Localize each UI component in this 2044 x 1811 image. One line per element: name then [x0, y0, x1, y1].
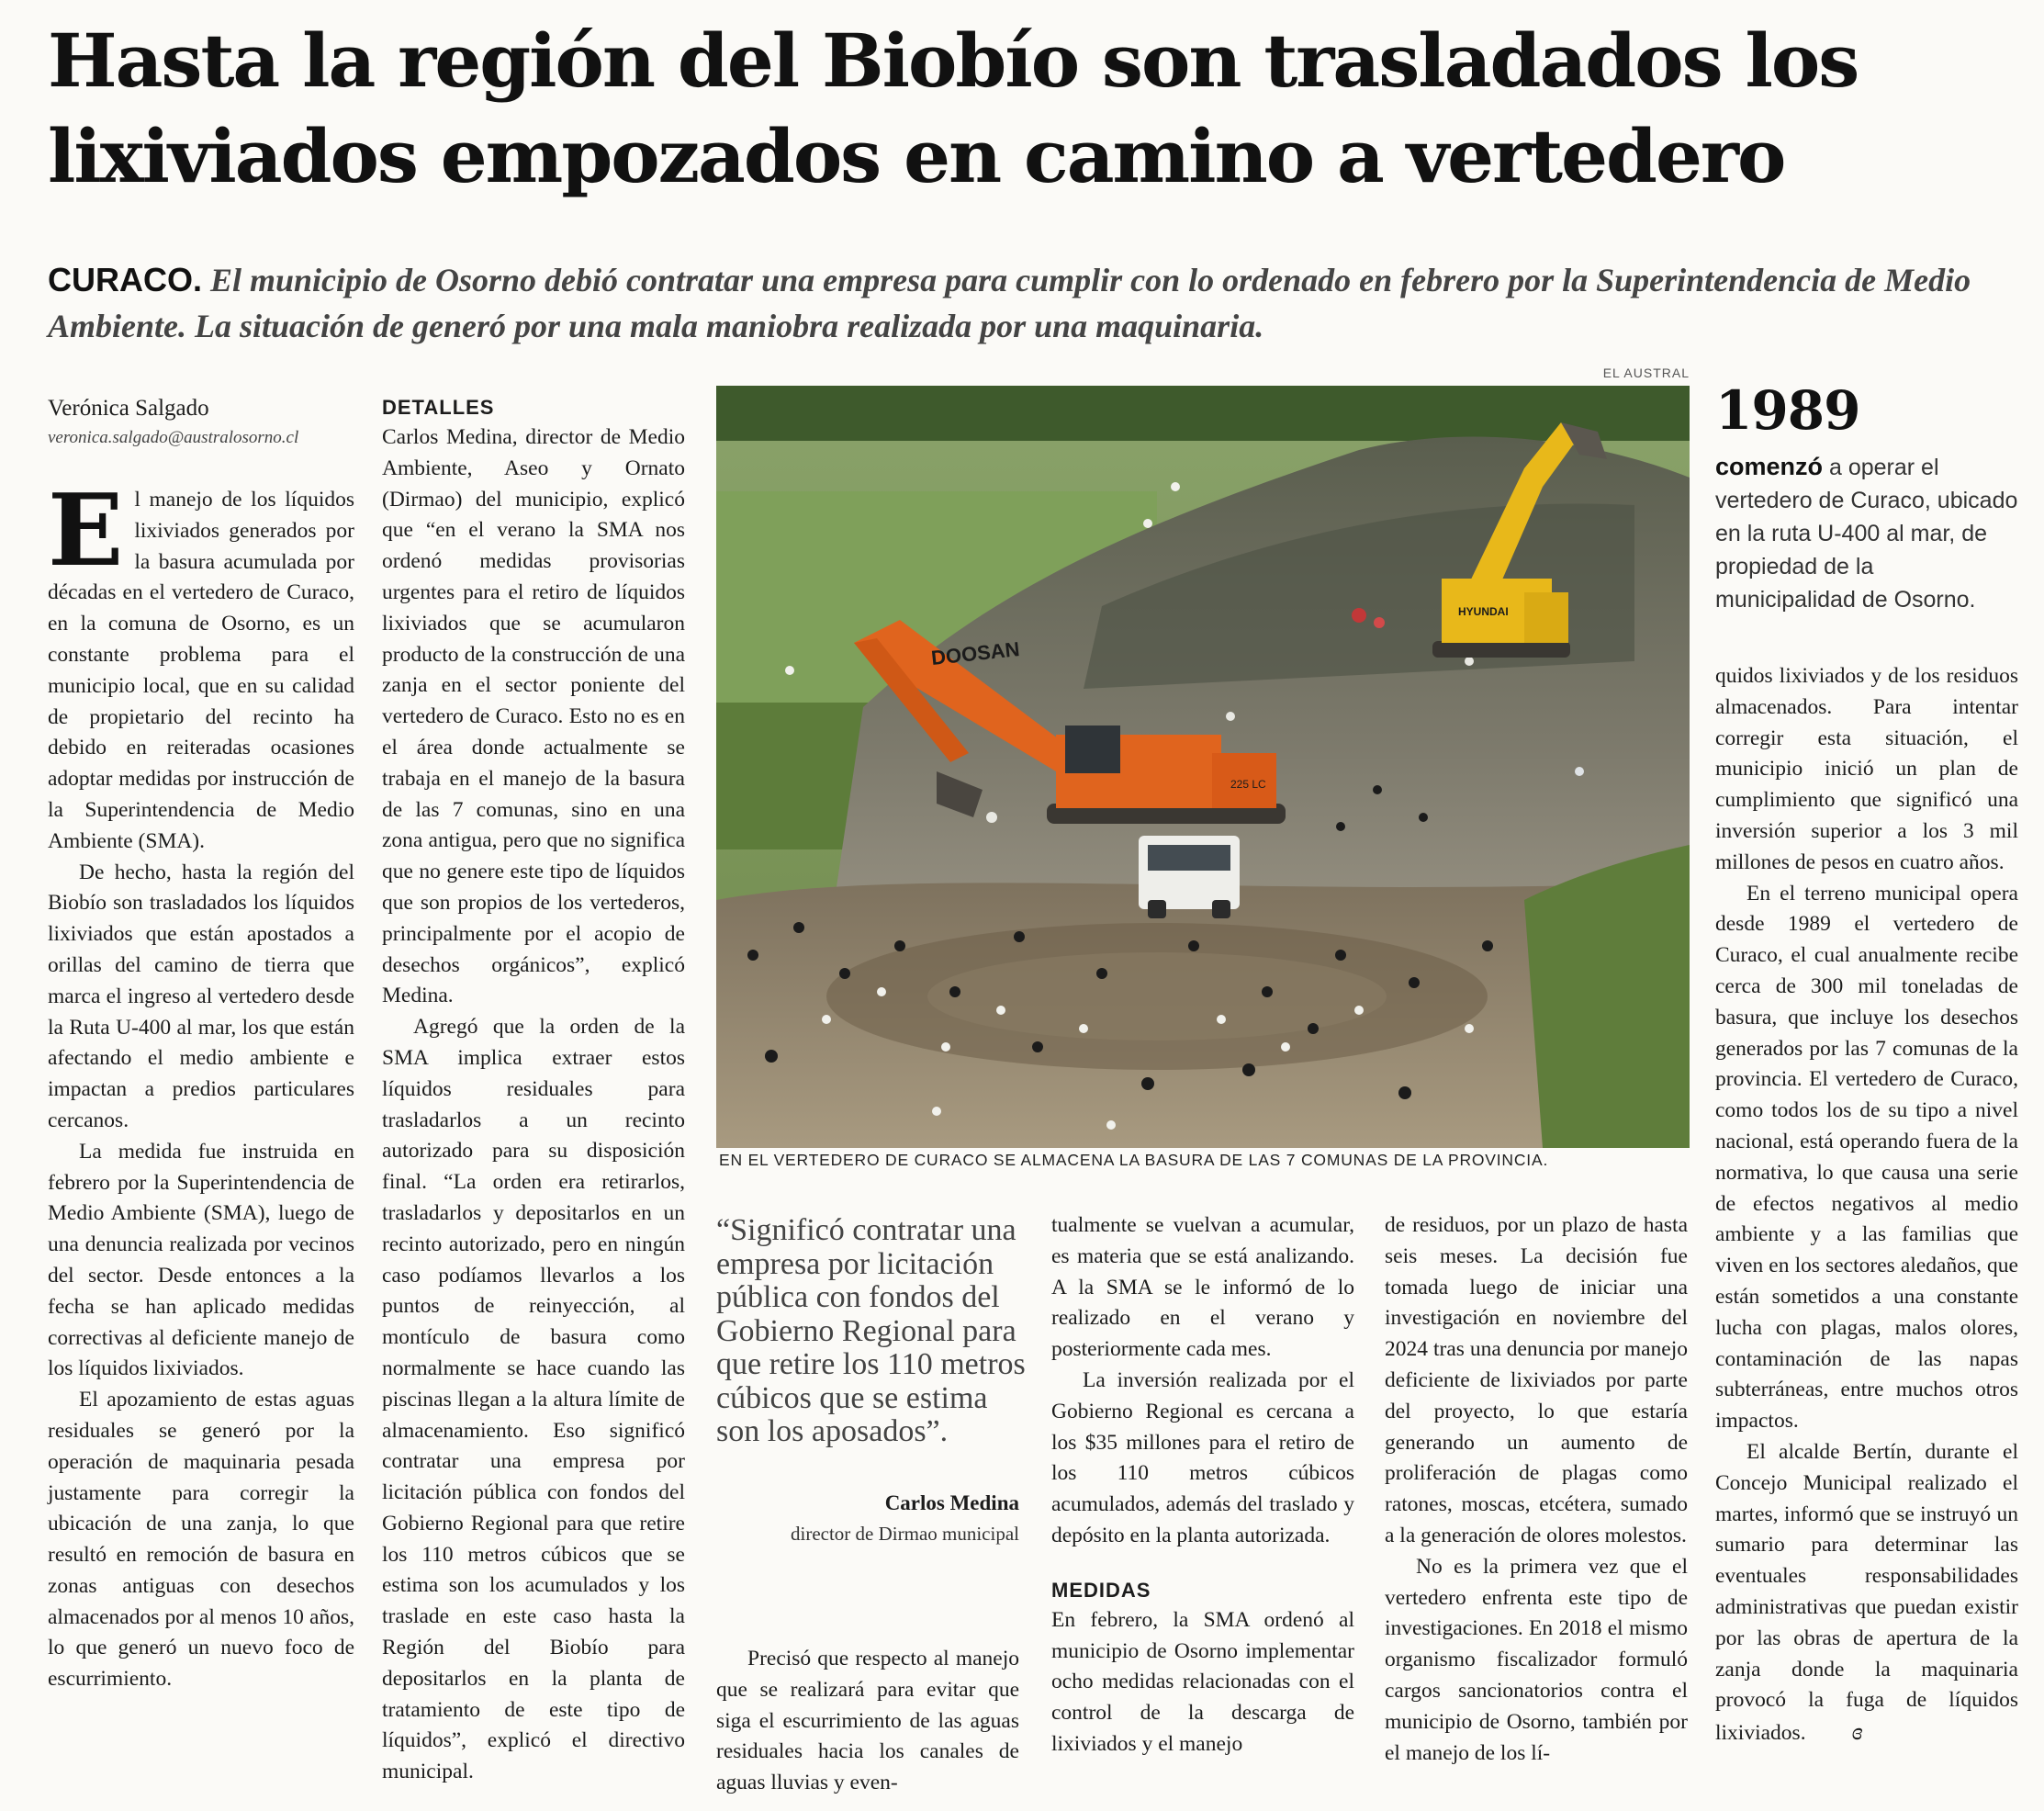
byline-name: Verónica Salgado	[48, 396, 209, 421]
dropcap: E	[48, 473, 124, 589]
excavator-model: 225 LC	[1230, 778, 1266, 791]
fact-body: a operar el vertedero de Curaco, ubicado en la ruta U-400 al mar, de propiedad de la municipalidad de Osorno.	[1715, 455, 2018, 613]
col5-paragraph-3	[1715, 1437, 2018, 1749]
col3-paragraph-3: En febrero, la SMA ordenó al municipio de Osorno implementar ocho medidas relacionadas con el control de la descarga de lixiviados y el manejo	[1051, 1607, 1354, 1756]
subhead-detalles: DETALLES	[382, 396, 495, 419]
column-1	[48, 393, 354, 1695]
col5-p3-text: El alcalde Bertín, durante el Concejo Municipal realizado el martes, informó que se instruyó un sumario para determinar las eventuales responsabilidades administrativas que puedan existir por las obras de apertura de la zanja donde la maquinaria provocó la fuga de líquidos lixiviados.	[1715, 1439, 2018, 1746]
col4-continuation: tualmente se vuelvan a acumular, es materia que se está analizando. A la SMA se le informó de lo realizado en el verano y posteriormente cada mes.	[1051, 1213, 1354, 1362]
fact-text	[1715, 450, 2018, 616]
photo-caption: EN EL VERTEDERO DE CURACO SE ALMACENA LA BASURA DE LAS 7 COMUNAS DE LA PROVINCIA.	[719, 1151, 1549, 1169]
column-3-bottom	[716, 1644, 1019, 1799]
landfill-photo	[716, 386, 1690, 1148]
byline-email[interactable]: veronica.salgado@australosorno.cl	[48, 428, 299, 447]
col5-paragraph-2: En el terreno municipal opera desde 1989 el vertedero de Curaco, el cual anualmente recibe cerca de 300 mil toneladas de basura, que incluye los desechos generados por las 7 comunas de la provincia. El vertedero de Curaco, como todos los de su tipo a nivel nacional, está operando fuera de la normativa, lo que causa una serie de efectos negativos al medio ambiente y a las familias que viven en los sectores aledaños, que están sometidos a una constante lucha con plagas, malos olores, contaminación de las napas subterráneas, entre muchos otros impactos.	[1715, 881, 2018, 1434]
col4-paragraph-1: de residuos, por un plazo de hasta seis meses. La decisión fue tomada luego de iniciar una investigación en noviembre del 2024 tras una denuncia por manejo deficiente de lixiviados por parte del proyecto, lo que estaría generando un aumento de proliferación de plagas como ratones, moscas, etcétera, sumado a la generación de olores molestos.	[1385, 1213, 1688, 1547]
excavator2-brand: HYUNDAI	[1458, 605, 1509, 618]
fact-lead-word: comenzó	[1715, 453, 1824, 480]
headline	[48, 13, 2004, 204]
col3-paragraph-1-start: Precisó que respecto al manejo que se realizará para evitar que siga el escurrimiento de las aguas residuales hacia los canales de aguas lluvias y even-	[716, 1647, 1019, 1795]
col4-paragraph-2: No es la primera vez que el vertedero enfrenta este tipo de investigaciones. En 2018 el mismo organismo fiscalizador formuló cargos sancionatorios contra el municipio de Osorno, también por el manejo de los lí-	[1385, 1554, 1688, 1765]
col3-paragraph-2: La inversión realizada por el Gobierno Regional es cercana a los $35 millones para el retiro de los 110 metros cúbicos acumulados, además del traslado y depósito en la planta autorizada.	[1051, 1367, 1354, 1547]
col1-paragraph-1	[48, 473, 354, 858]
pull-quote: “Significó contratar una empresa por licitación pública con fondos del Gobierno Regional para que retire los 110 metros cúbicos que se estima son los aposados”.	[716, 1213, 1026, 1448]
photo	[716, 366, 1690, 1153]
col2-paragraph-2: Agregó que la orden de la SMA implica extraer estos líquidos residuales para trasladarlos a un recinto autorizado para su disposición final. “La orden era retirarlos, trasladarlos y depositarlos en un recinto autorizado, pero en ningún caso podíamos llevarlos a los puntos de reinyección, al montículo de basura como normalmente se hace cuando las piscinas llegan a la altura límite de almacenamiento. Eso significó contratar una empresa por licitación pública con fondos del Gobierno Regional para que retire los 110 metros cúbicos que se estima son los acumulados y los traslade en este caso hasta la Región del Biobío para depositarlos en la planta de tratamiento de este tipo de líquidos”, explicó el directivo municipal.	[382, 1015, 685, 1784]
col2-paragraph-1: Carlos Medina, director de Medio Ambiente, Aseo y Ornato (Dirmao) del municipio, explicó que “en el verano la SMA nos ordenó medidas provisorias urgentes para el retiro de líquidos lixiviados que se acumularon producto de la construcción de una zanja en el sector poniente del vertedero de Curaco. Esto no es en el área donde actualmente se trabaja en el manejo de la basura de las 7 comunas, sino en una zona antigua, pero que no significa que no genere este tipo de líquidos que son propios de los vertederos, principalmente por el acopio de desechos orgánicos”, explicó Medina.	[382, 425, 685, 1008]
quote-attribution-role: director de Dirmao municipal	[791, 1523, 1019, 1545]
subhead-medidas: MEDIDAS	[1051, 1578, 1151, 1602]
column-4	[1051, 1210, 1354, 1760]
col1-paragraph-3: La medida fue instruida en febrero por la Superintendencia de Medio Ambiente (SMA), luego de una denuncia realizada por vecinos del sector. Desde entonces a la fecha se han aplicado medidas correctivas al deficiente manejo de los líquidos lixiviados.	[48, 1139, 354, 1381]
column-6	[1715, 661, 2018, 1749]
col1-paragraph-4: El apozamiento de estas aguas residuales se generó por la operación de maquinaria pesada justamente para corregir la ubicación de una zanja, lo que resultó en remoción de basura en zonas antiguas con desechos almacenados por al menos 10 años, lo que generó un nuevo foco de escurrimiento.	[48, 1388, 354, 1692]
lead-paragraph	[48, 257, 2004, 349]
column-5	[1385, 1210, 1688, 1769]
excavator-brand: DOOSAN	[929, 637, 1021, 669]
col1-paragraph-2: De hecho, hasta la región del Biobío son trasladados los líquidos lixiviados que están apostados a orillas del camino de tierra que marca el ingreso al vertedero desde la Ruta U-400 al mar, los que están afectando el medio ambiente e impactan a predios particulares cercanos.	[48, 860, 354, 1132]
lead-location: CURACO.	[48, 261, 202, 298]
col5-paragraph-1: quidos lixiviados y de los residuos almacenados. Para intentar corregir esta situación, el municipio inició un plan de cumplimiento que significó una inversión superior a los 3 mil millones de pesos en cuatro años.	[1715, 664, 2018, 874]
quote-attribution-name: Carlos Medina	[884, 1491, 1019, 1514]
photo-credit: EL AUSTRAL	[1602, 366, 1690, 380]
white-truck	[1139, 836, 1240, 918]
end-mark: ɞ	[1851, 1718, 1863, 1746]
fact-year: 1989	[1715, 379, 1860, 442]
headline-line-1: Hasta la región del Biobío son trasladados los	[48, 17, 1859, 104]
column-2	[382, 393, 685, 1788]
col1-p1-text: l manejo de los líquidos lixiviados generados por la basura acumulada por décadas en el vertedero de Curaco, en la comuna de Osorno, es un constante problema para el municipio local, que en su calidad de propietario del recinto ha debido en reiteradas ocasiones adoptar medidas por instrucción de la Superintendencia de Medio Ambiente (SMA).	[48, 488, 354, 853]
headline-line-2: lixiviados empozados en camino a vertedero	[48, 113, 1785, 199]
lead-text: El municipio de Osorno debió contratar una empresa para cumplir con lo ordenado en febrero por la Superintendencia de Medio Ambiente. La situación de generó por una mala maniobra realizada por una maquinaria.	[48, 262, 1971, 344]
